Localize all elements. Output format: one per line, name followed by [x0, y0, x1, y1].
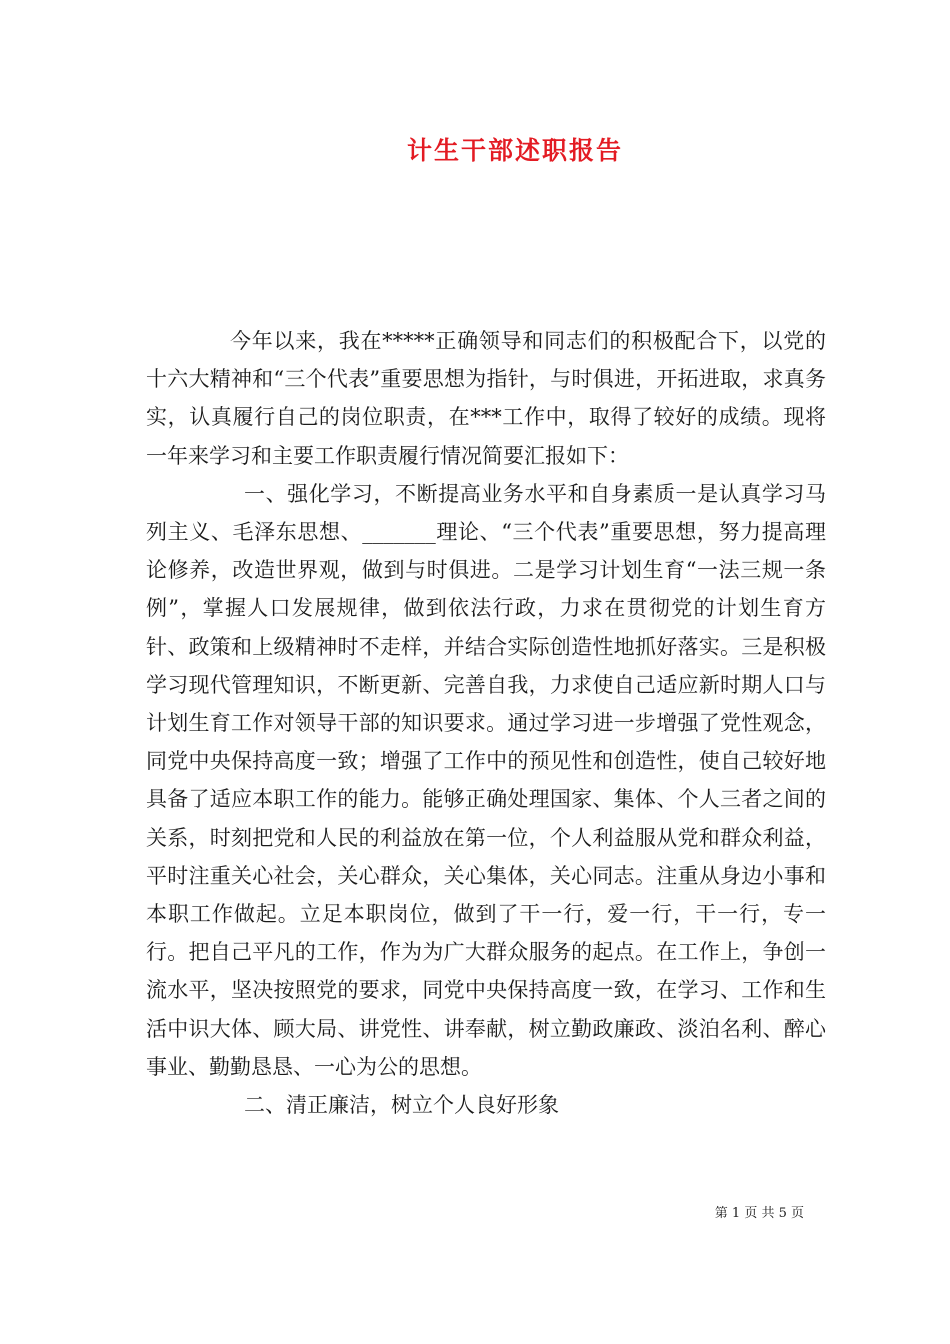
paragraph-intro: 今年以来，我在*****正确领导和同志们的积极配合下，以党的十六大精神和“三个代表”重要思想为指针，与时俱进，开拓进取，求真务实，认真履行自己的岗位职责，在***工作中，取得了较好的成绩。现将一年来学习和主要工作职责履行情况简要汇报如下：: [146, 329, 826, 468]
page-number: 第 1 页 共 5 页: [714, 1206, 804, 1221]
document-body: [146, 322, 826, 1124]
section-heading-2: 二、清正廉洁，树立个人良好形象: [244, 1093, 559, 1118]
paragraph-section-1: 一、强化学习，不断提高业务水平和自身素质一是认真学习马列主义、毛泽东思想、_______理论、“三个代表”重要思想，努力提高理论修养，改造世界观，做到与时俱进。二是学习计划生育“一法三规一条例”，掌握人口发展规律，做到依法行政，力求在贯彻党的计划生育方针、政策和上级精神时不走样，并结合实际创造性地抓好落实。三是积极学习现代管理知识，不断更新、完善自我，力求使自己适应新时期人口与计划生育工作对领导干部的知识要求。通过学习进一步增强了党性观念，同党中央保持高度一致；增强了工作中的预见性和创造性，使自己较好地具备了适应本职工作的能力。能够正确处理国家、集体、个人三者之间的关系，时刻把党和人民的利益放在第一位，个人利益服从党和群众利益，平时注重关心社会，关心群众，关心集体，关心同志。注重从身边小事和本职工作做起。立足本职岗位，做到了干一行，爱一行，干一行，专一行。把自己平凡的工作，作为为广大群众服务的起点。在工作上，争创一流水平，坚决按照党的要求，同党中央保持高度一致，在学习、工作和生活中识大体、顾大局、讲党性、讲奉献，树立勤政廉政、淡泊名利、醉心事业、勤勤恳恳、一心为公的思想。: [146, 481, 826, 1079]
document-title: 计生干部述职报告: [406, 136, 623, 165]
